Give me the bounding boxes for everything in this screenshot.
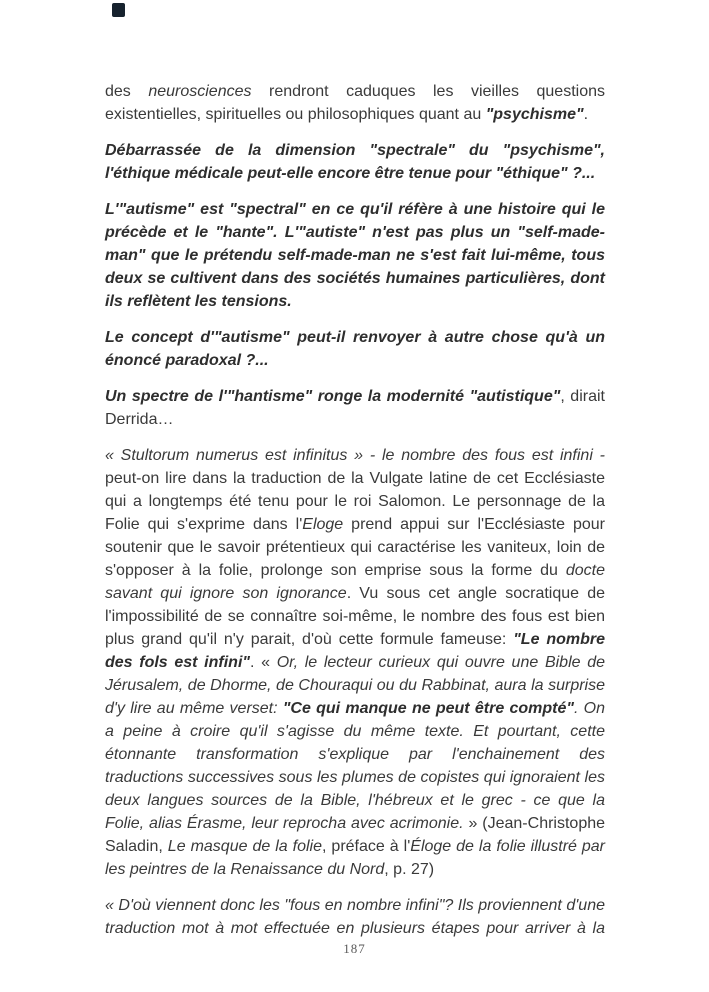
text-run-italic: « Stultorum numerus est infinitus » - le nombre des fous est infini - (105, 447, 605, 464)
text-run-italic: Eloge (302, 516, 344, 533)
text-run-regular: rendront caduques les vieilles questions existentielles, spirituelles ou philosophiques quant au (105, 83, 605, 123)
page-body (105, 80, 605, 953)
text-run-regular: . Vu sous cet angle socratique de l'impossibilité de se connaître soi-même, le nombre des fous est bien plus grand qu'il n'y parait, d'où cette formule fameuse: (105, 585, 606, 648)
text-run-bold-italic: L'"autisme" est "spectral" en ce qu'il réfère à une histoire qui le précède et le "hante". L'"autiste" n'est pas plus un "self-made-man" que le prétendu self-made-man ne s'est fait lui-même, tous deux se cultivent dans des sociétés humaines particulières, dont ils reflètent les tensions. (105, 201, 605, 310)
page-number: 187 (343, 941, 366, 956)
text-run-bold-italic: Le concept d'"autisme" peut-il renvoyer à autre chose qu'à un énoncé paradoxal ?... (105, 329, 605, 369)
text-run-italic: . On a peine à croire qu'il s'agisse du même texte. Et pourtant, cette étonnante transformation s'explique par l'enchainement des traductions successives sous les plumes de copistes qui ignoraient les deux langues sources de la Bible, l'hébreux et le grec - ce que la Folie, alias Érasme, leur reprocha avec acrimonie. (105, 700, 606, 832)
text-run-italic: neurosciences (148, 83, 252, 100)
paragraph (105, 80, 605, 126)
page-footer (0, 940, 709, 958)
text-run-regular: des (105, 83, 149, 100)
paragraph (105, 385, 605, 431)
text-run-italic: Éloge de la folie illustré par les peintres de la Renaissance du Nord (105, 838, 606, 878)
text-run-italic: Or, le lecteur curieux qui ouvre une Bible de Jérusalem, de Dhorme, de Chouraqui ou du Rabbinat, aura la surprise d'y lire au même verset: (105, 654, 605, 717)
text-run-regular: . (583, 106, 589, 123)
text-run-bold-italic: "Le nombre des fols est infini" (105, 631, 606, 671)
paragraph (105, 444, 605, 881)
text-run-regular: peut-on lire dans la traduction de la Vulgate latine de cet Ecclésiaste qui a longtemps été tenu pour le roi Salomon. Le personnage de la Folie qui s'exprime dans l' (105, 470, 605, 533)
text-run-regular: prend appui sur l'Ecclésiaste pour soutenir que le savoir prétentieux qui caractérise les vaniteux, loin de s'opposer à la folie, prolonge son emprise sous la forme du (105, 516, 605, 579)
text-run-italic: Le masque de la folie (167, 838, 323, 855)
text-run-italic: « D'où viennent donc les "fous en nombre infini"? Ils proviennent d'une traduction mot à mot effectuée en plusieurs étapes pour arriver à la (105, 897, 605, 937)
text-run-regular: , p. 27) (384, 861, 435, 878)
text-run-regular: . « (249, 654, 277, 671)
paragraph (105, 198, 605, 313)
paragraph (105, 894, 605, 940)
corner-marker (112, 3, 125, 17)
text-run-regular: , préface à l' (322, 838, 411, 855)
text-run-italic: docte savant qui ignore son ignorance (105, 562, 605, 602)
text-run-bold-italic: Débarrassée de la dimension "spectrale" du "psychisme", l'éthique médicale peut-elle encore être tenue pour "éthique" ?... (105, 142, 605, 182)
text-run-bold-italic: "psychisme" (485, 106, 584, 123)
text-run-bold-italic: "Ce qui manque ne peut être compté" (282, 700, 574, 717)
paragraph (105, 326, 605, 372)
text-run-bold-italic: Un spectre de l'"hantisme" ronge la modernité "autistique" (105, 388, 561, 405)
paragraph (105, 139, 605, 185)
text-run-regular: , dirait Derrida… (105, 388, 605, 428)
text-run-regular: » (Jean-Christophe Saladin, (105, 815, 606, 855)
